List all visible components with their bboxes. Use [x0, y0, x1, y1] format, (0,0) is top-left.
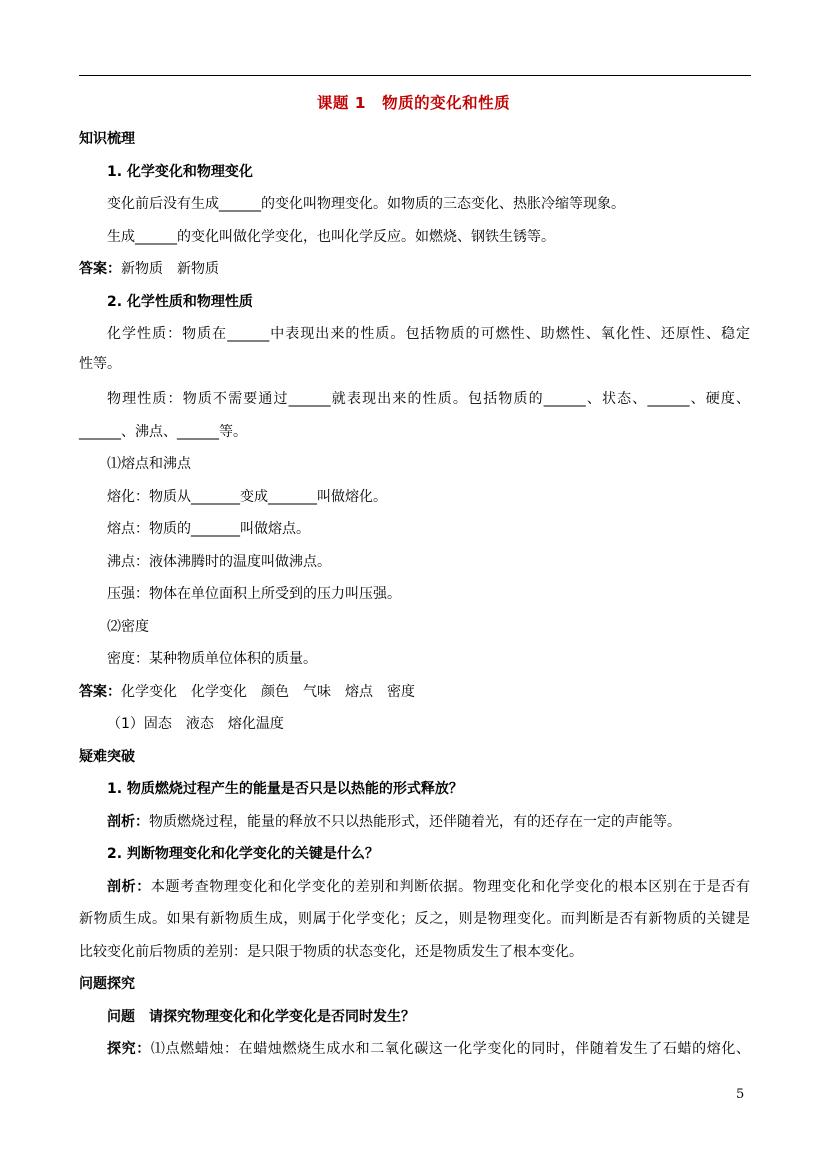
- paragraph-line: 新物质生成。如果有新物质生成，则属于化学变化；反之，则是物理变化。而判断是否有新物质的关键是: [79, 911, 750, 927]
- header-rule: [79, 75, 751, 76]
- question-heading: 2. 判断物理变化和化学变化的关键是什么？: [107, 846, 379, 862]
- paragraph-line: 熔点：物质的_______叫做熔点。: [107, 521, 310, 537]
- paragraph-line: 密度：某种物质单位体积的质量。: [107, 651, 317, 667]
- section-heading: 疑难突破: [79, 749, 135, 765]
- analysis-line: [107, 812, 681, 832]
- page-number: 5: [736, 1087, 745, 1102]
- subsection-heading: 2. 化学性质和物理性质: [107, 294, 253, 310]
- analysis-label: 剖析：: [107, 879, 151, 895]
- paragraph-line: 变化前后没有生成______的变化叫物理变化。如物质的三态变化、热胀冷缩等现象。: [107, 196, 625, 212]
- paragraph-line: 物理性质：物质不需要通过______就表现出来的性质。包括物质的______、状态、______、硬度、: [107, 391, 750, 407]
- section-heading: 问题探究: [79, 976, 135, 992]
- answer-text: 化学变化 化学变化 颜色 气味 熔点 密度: [121, 684, 415, 700]
- paragraph-line: 性等。: [79, 356, 121, 372]
- paragraph-line: 比较变化前后物质的差别：是只限于物质的状态变化，还是物质发生了根本变化。: [79, 944, 583, 960]
- answer-line: [79, 682, 415, 702]
- paragraph-line: 化学性质：物质在______中表现出来的性质。包括物质的可燃性、助燃性、氧化性、还原性、稳定: [107, 326, 750, 342]
- paragraph-line: （1）固态 液态 熔化温度: [107, 716, 284, 732]
- answer-line: [79, 259, 219, 279]
- paragraph-line: ⑵密度: [107, 619, 149, 635]
- paragraph-line: 生成______的变化叫做化学变化，也叫化学反应。如燃烧、钢铁生锈等。: [107, 229, 555, 245]
- answer-label: 答案：: [79, 684, 121, 700]
- exploration-label: 探究：: [107, 1041, 151, 1057]
- paragraph-line: ______、沸点、______等。: [79, 424, 247, 440]
- analysis-text: 本题考查物理变化和化学变化的差别和判断依据。物理变化和化学变化的根本区别在于是否有: [150, 879, 751, 895]
- paragraph-line: ⑴熔点和沸点: [107, 456, 191, 472]
- exploration-text: ⑴点燃蜡烛：在蜡烛燃烧生成水和二氧化碳这一化学变化的同时，伴随着发生了石蜡的熔化、: [150, 1041, 751, 1057]
- question-heading: 1. 物质燃烧过程产生的能量是否只是以热能的形式释放？: [107, 781, 463, 797]
- paragraph-line: 沸点：液体沸腾时的温度叫做沸点。: [107, 554, 331, 570]
- analysis-label: 剖析：: [107, 814, 149, 830]
- analysis-line: [107, 877, 750, 897]
- exploration-line: [107, 1039, 750, 1059]
- subsection-heading: 1. 化学变化和物理变化: [107, 164, 253, 180]
- page-title: 课题 1 物质的变化和性质: [316, 94, 511, 112]
- paragraph-line: 压强：物体在单位面积上所受到的压力叫压强。: [107, 586, 401, 602]
- answer-label: 答案：: [79, 261, 121, 277]
- paragraph-line: 熔化：物质从_______变成_______叫做熔化。: [107, 489, 387, 505]
- question-heading: 问题 请探究物理变化和化学变化是否同时发生？: [107, 1009, 415, 1025]
- analysis-text: 物质燃烧过程，能量的释放不只以热能形式，还伴随着光，有的还存在一定的声能等。: [149, 814, 681, 830]
- answer-text: 新物质 新物质: [121, 261, 219, 277]
- section-heading: 知识梳理: [79, 131, 135, 147]
